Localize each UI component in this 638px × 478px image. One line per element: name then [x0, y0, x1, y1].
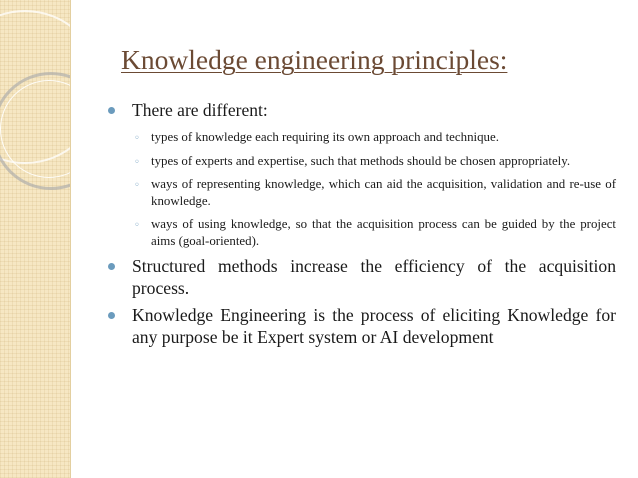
bullet-text: Knowledge Engineering is the process of eliciting Knowledge for any purpose be it Expert system or AI development	[132, 305, 616, 347]
bullet-item	[108, 256, 616, 299]
sub-list	[108, 129, 616, 249]
ring-bullet-icon: ◦	[134, 220, 140, 231]
bullet-item	[108, 100, 616, 121]
slide-body	[108, 100, 616, 354]
bullet-dot-icon	[108, 312, 115, 319]
bullet-dot-icon	[108, 107, 115, 114]
decorative-side-band	[0, 0, 71, 478]
bullet-text: There are different:	[132, 100, 268, 120]
sub-bullet-item	[108, 176, 616, 209]
ring-bullet-icon: ◦	[134, 180, 140, 191]
bullet-text: Structured methods increase the efficiency of the acquisition process.	[132, 256, 616, 298]
ring-bullet-icon: ◦	[134, 156, 140, 168]
sub-bullet-item	[108, 216, 616, 249]
sub-bullet-item	[108, 153, 616, 170]
sub-bullet-text: ways of using knowledge, so that the acquisition process can be guided by the project aims (goal-oriented).	[151, 217, 616, 248]
slide-title: Knowledge engineering principles:	[121, 44, 508, 75]
bullet-item	[108, 305, 616, 348]
ring-bullet-icon: ◦	[134, 133, 140, 144]
bullet-dot-icon	[108, 263, 115, 270]
sub-bullet-text: ways of representing knowledge, which can aid the acquisition, validation and re-use of knowledge.	[151, 177, 616, 208]
sub-bullet-item	[108, 129, 616, 146]
sub-bullet-text: types of experts and expertise, such that methods should be chosen appropriately.	[151, 153, 571, 168]
sub-bullet-text: types of knowledge each requiring its own approach and technique.	[151, 130, 499, 144]
